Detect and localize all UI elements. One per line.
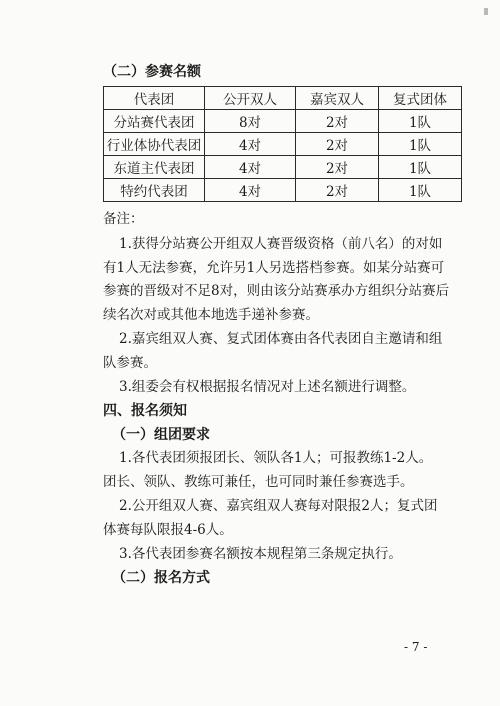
- quota-heading: （二）参赛名额: [103, 64, 201, 80]
- scan-mark: [484, 8, 488, 15]
- note-1-line: 续名次对或其他本地选手递补参赛。: [103, 307, 319, 323]
- header-cell: 公开双人: [205, 87, 296, 110]
- note-1-line: 1.获得分站赛公开组双人赛晋级资格（前八名）的对如: [119, 236, 443, 252]
- page-number: - 7 -: [404, 640, 428, 654]
- requirement-1-line: 1.各代表团须报团长、领队各1人；可报教练1-2人。: [119, 450, 433, 466]
- note-1-line: 有1人无法参赛，允许另1人另选搭档参赛。如某分站赛可: [103, 260, 445, 276]
- requirement-1-line: 团长、领队、教练可兼任，也可同时兼任参赛选手。: [103, 474, 414, 490]
- note-2-line: 队参赛。: [103, 355, 157, 371]
- registration-method-heading: （二）报名方式: [112, 570, 210, 586]
- requirement-2-line: 2.公开组双人赛、嘉宾组双人赛每对限报2人；复式团: [119, 498, 438, 514]
- header-cell: 代表团: [104, 87, 205, 110]
- quota-table: [103, 86, 462, 202]
- table-row: [104, 156, 462, 179]
- table-cell: 2对: [296, 110, 379, 133]
- table-cell: 东道主代表团: [104, 156, 205, 179]
- table-cell: 1队: [379, 133, 462, 156]
- registration-heading: 四、报名须知: [103, 403, 187, 419]
- header-cell: 嘉宾双人: [296, 87, 379, 110]
- note-3-line: 3.组委会有权根据报名情况对上述名额进行调整。: [119, 379, 416, 395]
- table-cell: 特约代表团: [104, 179, 205, 202]
- table-cell: 2对: [296, 156, 379, 179]
- team-requirements-heading: （一）组团要求: [112, 427, 210, 443]
- table-cell: 4对: [205, 133, 296, 156]
- table-cell: 分站赛代表团: [104, 110, 205, 133]
- table-row: [104, 110, 462, 133]
- table-cell: 1队: [379, 156, 462, 179]
- header-cell: 复式团体: [379, 87, 462, 110]
- table-cell: 4对: [205, 156, 296, 179]
- table-cell: 4对: [205, 179, 296, 202]
- requirement-2-line: 体赛每队限报4-6人。: [103, 522, 233, 538]
- table-cell: 1队: [379, 110, 462, 133]
- table-cell: 2对: [296, 179, 379, 202]
- table-cell: 1队: [379, 179, 462, 202]
- table-row: [104, 133, 462, 156]
- note-1-line: 参赛的晋级对不足8对，则由该分站赛承办方组织分站赛后: [103, 283, 450, 299]
- requirement-3-line: 3.各代表团参赛名额按本规程第三条规定执行。: [119, 546, 402, 562]
- table-header-row: [104, 87, 462, 110]
- table-cell: 行业体协代表团: [104, 133, 205, 156]
- table-row: [104, 179, 462, 202]
- table-cell: 2对: [296, 133, 379, 156]
- note-2-line: 2.嘉宾组双人赛、复式团体赛由各代表团自主邀请和组: [119, 331, 443, 347]
- notes-label: 备注：: [103, 211, 144, 227]
- table-cell: 8对: [205, 110, 296, 133]
